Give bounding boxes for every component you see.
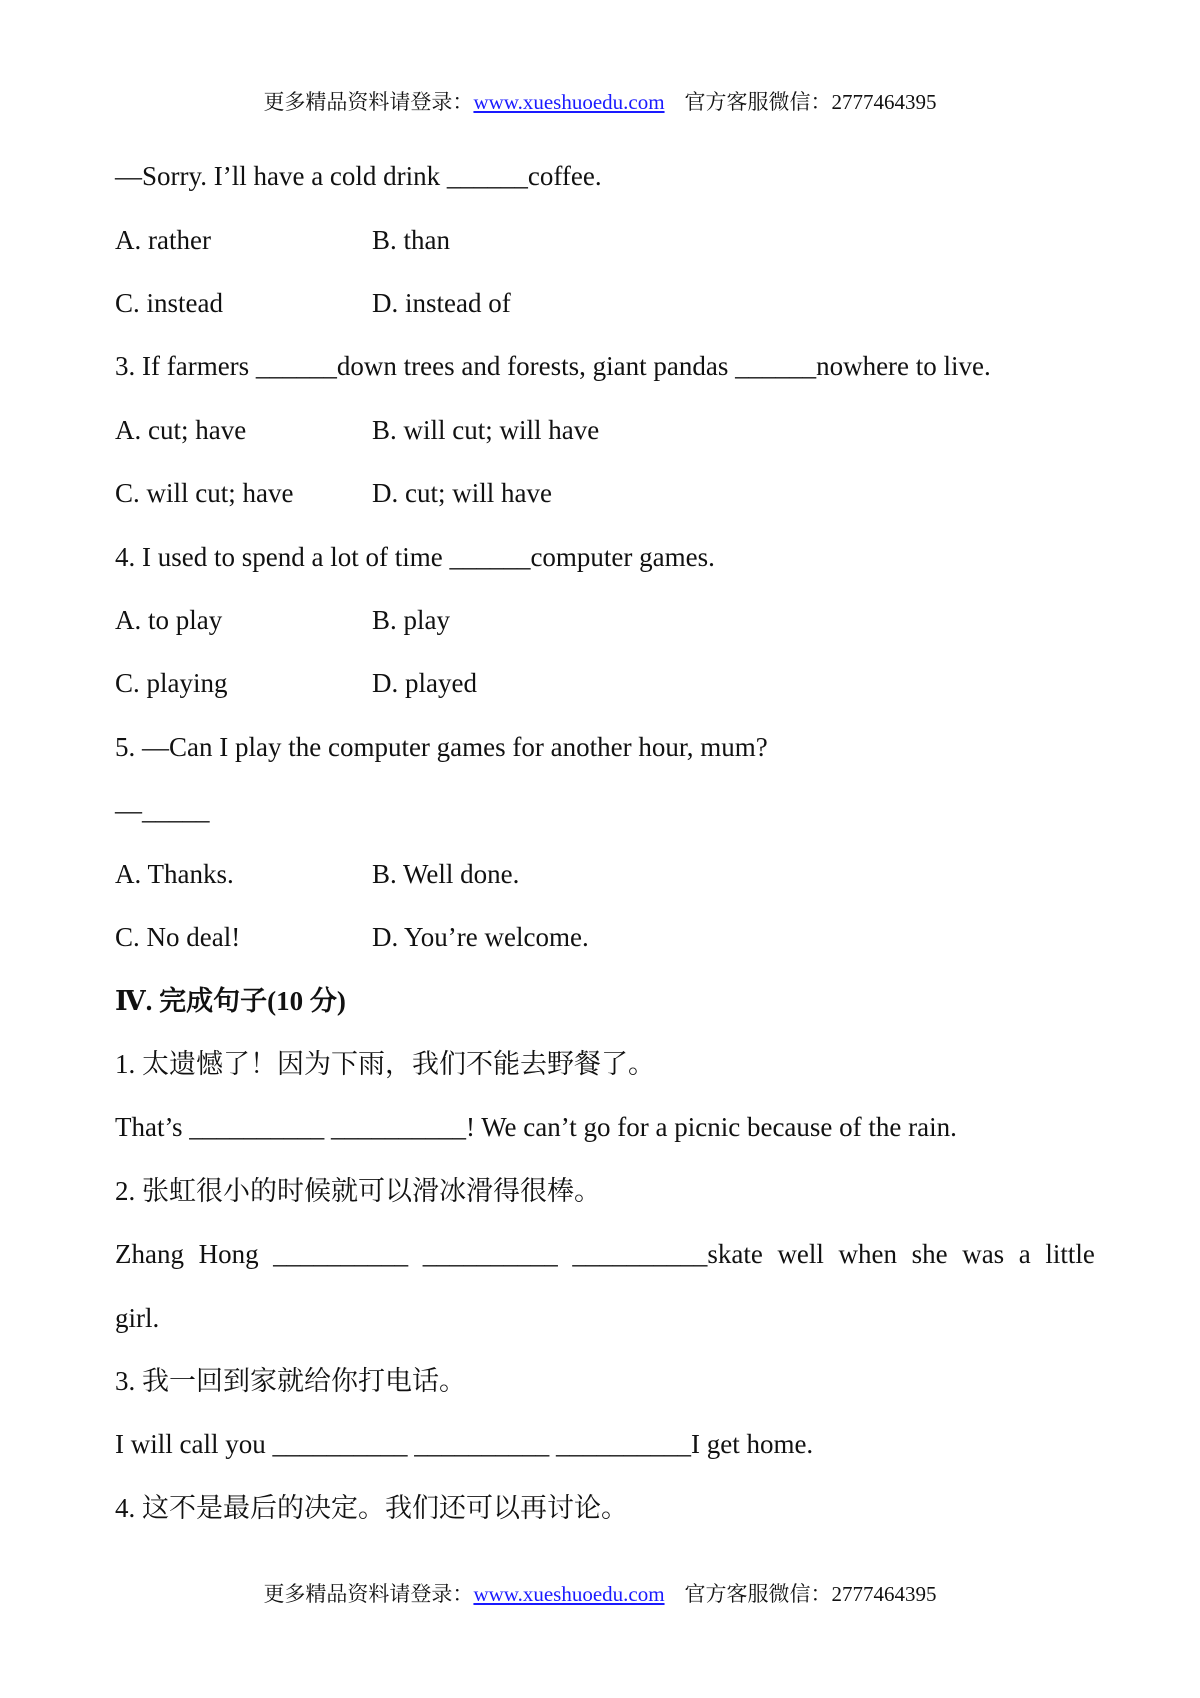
s2-word: was xyxy=(962,1239,1005,1269)
header-link[interactable]: www.xueshuoedu.com xyxy=(473,90,665,114)
section-4-title: Ⅳ. 完成句子(10 分) xyxy=(115,986,346,1016)
q5-option-b: B. Well done. xyxy=(372,859,520,889)
sentence-2-english xyxy=(115,1241,1095,1268)
sentence-2-chinese: 2. 张虹很小的时候就可以滑冰滑得很棒。 xyxy=(115,1176,601,1206)
q4-stem: 4. I used to spend a lot of time ______computer games. xyxy=(115,542,715,572)
page-footer xyxy=(0,1578,1200,1608)
footer-link[interactable]: www.xueshuoedu.com xyxy=(473,1582,665,1606)
q2-answer-line: —Sorry. I’ll have a cold drink ______coffee. xyxy=(115,161,602,191)
q2-option-b: B. than xyxy=(372,225,450,255)
q4-option-b: B. play xyxy=(372,605,450,635)
sentence-2-english-end: girl. xyxy=(115,1303,160,1333)
s2-blank: __________ xyxy=(422,1239,558,1269)
q2-option-a: A. rather xyxy=(115,225,211,255)
header-prefix: 更多精品资料请登录： xyxy=(263,90,474,114)
q5-stem: 5. —Can I play the computer games for another hour, mum? xyxy=(115,732,768,762)
s2-word: a xyxy=(1018,1239,1031,1269)
q3-option-d: D. cut; will have xyxy=(372,478,552,508)
s2-word: well xyxy=(777,1239,824,1269)
s2-word: Hong xyxy=(198,1239,259,1269)
q2-option-c: C. instead xyxy=(115,288,223,318)
header-service: 官方客服微信：2777464395 xyxy=(684,90,937,114)
sentence-3-english: I will call you __________ __________ __________I get home. xyxy=(115,1429,814,1459)
q4-option-a: A. to play xyxy=(115,605,223,635)
page-header xyxy=(0,86,1200,116)
q4-option-d: D. played xyxy=(372,668,477,698)
sentence-1-english: That’s __________ __________! We can’t go for a picnic because of the rain. xyxy=(115,1112,957,1142)
sentence-4-chinese: 4. 这不是最后的决定。我们还可以再讨论。 xyxy=(115,1493,628,1523)
q4-option-c: C. playing xyxy=(115,668,228,698)
q2-option-d: D. instead of xyxy=(372,288,511,318)
s2-word: Zhang xyxy=(115,1239,184,1269)
q5-option-c: C. No deal! xyxy=(115,922,241,952)
q5-option-a: A. Thanks. xyxy=(115,859,234,889)
sentence-1-chinese: 1. 太遗憾了！因为下雨，我们不能去野餐了。 xyxy=(115,1049,655,1079)
footer-service: 官方客服微信：2777464395 xyxy=(684,1582,937,1606)
s2-blank: __________ xyxy=(273,1239,409,1269)
s2-blank-skate: __________skate xyxy=(572,1239,763,1269)
q3-stem: 3. If farmers ______down trees and forests, giant pandas ______nowhere to live. xyxy=(115,351,991,381)
sentence-3-chinese: 3. 我一回到家就给你打电话。 xyxy=(115,1366,466,1396)
s2-word: she xyxy=(911,1239,948,1269)
q3-option-b: B. will cut; will have xyxy=(372,415,600,445)
q3-option-c: C. will cut; have xyxy=(115,478,294,508)
s2-word: when xyxy=(838,1239,898,1269)
q5-option-d: D. You’re welcome. xyxy=(372,922,589,952)
footer-prefix: 更多精品资料请登录： xyxy=(263,1582,474,1606)
q3-option-a: A. cut; have xyxy=(115,415,247,445)
s2-word: little xyxy=(1045,1239,1095,1269)
q5-answer-line: —_____ xyxy=(115,795,210,825)
